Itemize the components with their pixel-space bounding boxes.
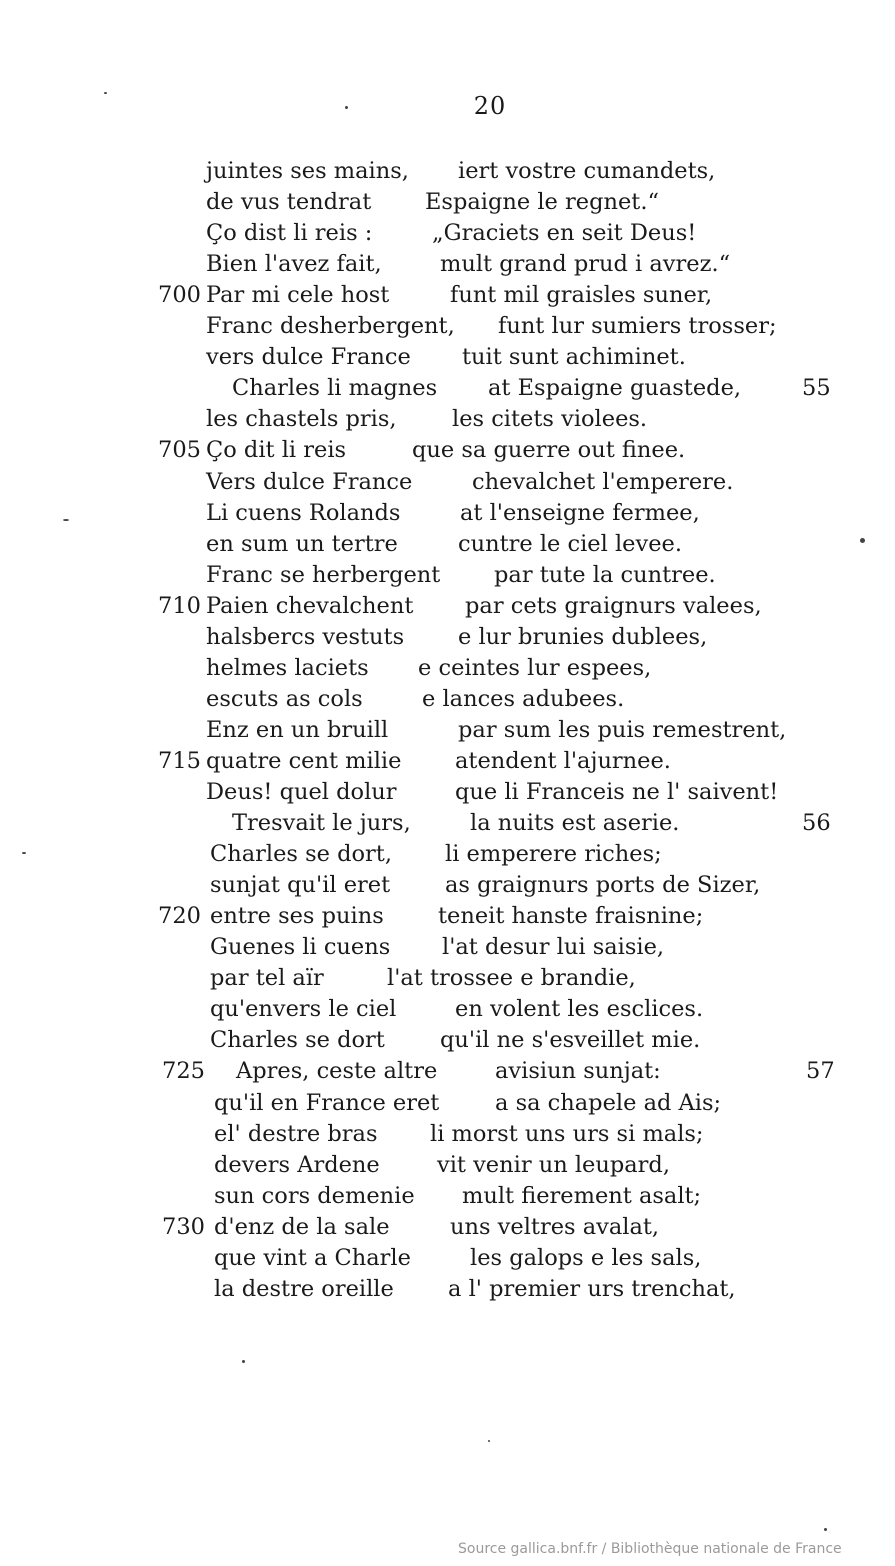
verse-line: [0, 715, 895, 746]
verse-first-hemistich: halsbercs vestuts: [206, 623, 405, 650]
verse-first-hemistich: Paien chevalchent: [206, 592, 414, 619]
verse-line: [0, 684, 895, 715]
verse-line: [0, 1056, 895, 1087]
verse-first-hemistich: quatre cent milie: [206, 747, 402, 774]
verse-line: [0, 963, 895, 994]
verse-first-hemistich: qu'envers le ciel: [210, 996, 397, 1023]
verse-second-hemistich: as graignurs ports de Sizer,: [445, 872, 761, 899]
verse-first-hemistich: entre ses puins: [210, 903, 384, 930]
verse-line: [0, 591, 895, 622]
scan-speck: [824, 1528, 827, 1531]
line-number: 715: [158, 747, 201, 774]
verse-second-hemistich: mult fierement asalt;: [462, 1182, 702, 1209]
verse-second-hemistich: li emperere riches;: [445, 841, 662, 868]
verse-line: [0, 839, 895, 870]
verse-first-hemistich: el' destre bras: [214, 1120, 378, 1147]
verse-first-hemistich: juintes ses mains,: [206, 158, 409, 184]
verse-second-hemistich: e lances adubees.: [422, 685, 625, 712]
verse-first-hemistich: en sum un tertre: [206, 530, 398, 557]
verse-second-hemistich: cuntre le ciel levee.: [458, 530, 682, 557]
verse-first-hemistich: Charles li magnes: [232, 375, 438, 402]
page-number: 20: [473, 92, 507, 120]
verse-first-hemistich: Charles se dort,: [210, 841, 392, 868]
verse-second-hemistich: par tute la cuntree.: [494, 561, 716, 588]
verse-second-hemistich: e ceintes lur espees,: [418, 654, 652, 681]
verse-line: [0, 1025, 895, 1056]
verse-line: [0, 1119, 895, 1150]
line-number: 700: [158, 282, 201, 309]
verse-first-hemistich: Charles se dort: [210, 1027, 385, 1054]
verse-second-hemistich: qu'il ne s'esveillet mie.: [440, 1027, 701, 1054]
scan-speck: [242, 1360, 245, 1363]
verse-second-hemistich: en volent les esclices.: [455, 996, 704, 1023]
verse-line: [0, 870, 895, 901]
verse-line: [0, 156, 895, 187]
scan-speck: [63, 519, 69, 521]
verse-line: [0, 1243, 895, 1274]
verse-line: [0, 498, 895, 529]
verse-second-hemistich: teneit hanste fraisnine;: [438, 903, 704, 930]
laisse-number: 57: [806, 1058, 835, 1085]
verse-second-hemistich: a sa chapele ad Ais;: [495, 1089, 722, 1116]
verse-line: [0, 467, 895, 498]
scan-speck: [860, 538, 865, 543]
line-number: 710: [158, 592, 201, 619]
verse-first-hemistich: de vus tendrat: [206, 189, 372, 216]
verse-first-hemistich: par tel aïr: [210, 965, 324, 992]
verse-first-hemistich: Bien l'avez fait,: [206, 251, 382, 278]
verse-second-hemistich: at Espaigne guastede,: [488, 375, 742, 402]
verse-second-hemistich: les citets violees.: [452, 406, 648, 433]
verse-second-hemistich: li morst uns urs si mals;: [430, 1120, 704, 1147]
verse-line: [0, 653, 895, 684]
verse-second-hemistich: les galops e les sals,: [470, 1244, 702, 1271]
verse-second-hemistich: avisiun sunjat:: [495, 1058, 661, 1085]
verse-first-hemistich: Ço dit li reis: [206, 437, 347, 464]
scan-speck: [104, 92, 107, 94]
laisse-number: 55: [802, 375, 831, 402]
verse-first-hemistich: Par mi cele host: [206, 282, 390, 309]
verse-first-hemistich: les chastels pris,: [206, 406, 397, 433]
verse-second-hemistich: la nuits est aserie.: [470, 810, 680, 837]
verse-first-hemistich: que vint a Charle: [214, 1244, 411, 1271]
verse-line: [0, 280, 895, 311]
verse-line: [0, 187, 895, 218]
verse-second-hemistich: iert vostre cumandets,: [458, 158, 716, 184]
verse-line: [0, 901, 895, 932]
verse-line: [0, 560, 895, 591]
verse-first-hemistich: Enz en un bruill: [206, 716, 389, 743]
verse-first-hemistich: qu'il en France eret: [214, 1089, 440, 1116]
verse-first-hemistich: sun cors demenie: [214, 1182, 415, 1209]
verse-second-hemistich: mult grand prud i avrez.“: [440, 251, 731, 278]
verse-second-hemistich: at l'enseigne fermee,: [460, 499, 700, 526]
verse-line: [0, 218, 895, 249]
verse-second-hemistich: que sa guerre out finee.: [412, 437, 686, 464]
verse-line: [0, 932, 895, 963]
verse-first-hemistich: vers dulce France: [206, 344, 411, 371]
line-number: 725: [162, 1058, 205, 1085]
verse-first-hemistich: Franc desherbergent,: [206, 313, 455, 340]
verse-line: [0, 435, 895, 466]
verse-second-hemistich: par sum les puis remestrent,: [458, 716, 787, 743]
verse-first-hemistich: Franc se herbergent: [206, 561, 441, 588]
verse-first-hemistich: Ço dist li reis :: [206, 220, 373, 247]
verse-second-hemistich: „Graciets en seit Deus!: [432, 220, 697, 247]
verse-line: [0, 1212, 895, 1243]
verse-line: [0, 1181, 895, 1212]
verse-second-hemistich: vit venir un leupard,: [437, 1151, 670, 1178]
verse-second-hemistich: que li Franceis ne l' saivent!: [455, 779, 779, 805]
verse-line: [0, 1150, 895, 1181]
verse-second-hemistich: uns veltres avalat,: [450, 1213, 660, 1240]
verse-line: [0, 249, 895, 280]
verse-first-hemistich: devers Ardene: [214, 1151, 380, 1178]
verse-first-hemistich: Deus! quel dolur: [206, 779, 397, 805]
line-number: 730: [162, 1213, 205, 1240]
verse-line: [0, 622, 895, 653]
verse-first-hemistich: Li cuens Rolands: [206, 499, 401, 526]
verse-second-hemistich: tuit sunt achiminet.: [462, 344, 686, 371]
verse-second-hemistich: e lur brunies dublees,: [458, 623, 708, 650]
scan-speck: [345, 106, 348, 109]
verse-first-hemistich: d'enz de la sale: [214, 1213, 390, 1240]
verse-second-hemistich: par cets graignurs valees,: [465, 592, 762, 619]
verse-line: [0, 342, 895, 373]
verse-line: [0, 529, 895, 560]
verse-second-hemistich: funt lur sumiers trosser;: [498, 313, 777, 340]
source-credit: Source gallica.bnf.fr / Bibliothèque nationale de France: [458, 1541, 842, 1557]
verse-first-hemistich: escuts as cols: [206, 685, 363, 712]
verse-second-hemistich: a l' premier urs trenchat,: [448, 1275, 736, 1302]
verse-line: [0, 994, 895, 1025]
verse-line: [0, 777, 895, 808]
verse-second-hemistich: l'at trossee e brandie,: [387, 965, 636, 992]
verse-first-hemistich: Tresvait le jurs,: [232, 810, 411, 837]
verse-second-hemistich: l'at desur lui saisie,: [442, 934, 665, 961]
verse-first-hemistich: Apres, ceste altre: [236, 1058, 438, 1085]
line-number: 720: [158, 903, 201, 930]
verse-line: [0, 808, 895, 839]
verse-first-hemistich: la destre oreille: [214, 1275, 394, 1302]
verse-first-hemistich: sunjat qu'il eret: [210, 872, 391, 899]
verse-line: [0, 1088, 895, 1119]
verse-line: [0, 746, 895, 777]
verse-first-hemistich: helmes laciets: [206, 654, 369, 681]
verse-second-hemistich: atendent l'ajurnee.: [455, 747, 671, 774]
verse-first-hemistich: Guenes li cuens: [210, 934, 391, 961]
verse-second-hemistich: Espaigne le regnet.“: [425, 189, 659, 216]
scan-speck: [22, 852, 26, 854]
line-number: 705: [158, 437, 201, 464]
verse-line: [0, 373, 895, 404]
verse-second-hemistich: funt mil graisles suner,: [450, 282, 713, 309]
laisse-number: 56: [802, 810, 831, 837]
verse-line: [0, 311, 895, 342]
verse-first-hemistich: Vers dulce France: [206, 468, 413, 495]
verse-line: [0, 404, 895, 435]
scan-speck: [488, 1440, 490, 1442]
verse-second-hemistich: chevalchet l'emperere.: [472, 468, 734, 495]
verse-line: [0, 1274, 895, 1305]
